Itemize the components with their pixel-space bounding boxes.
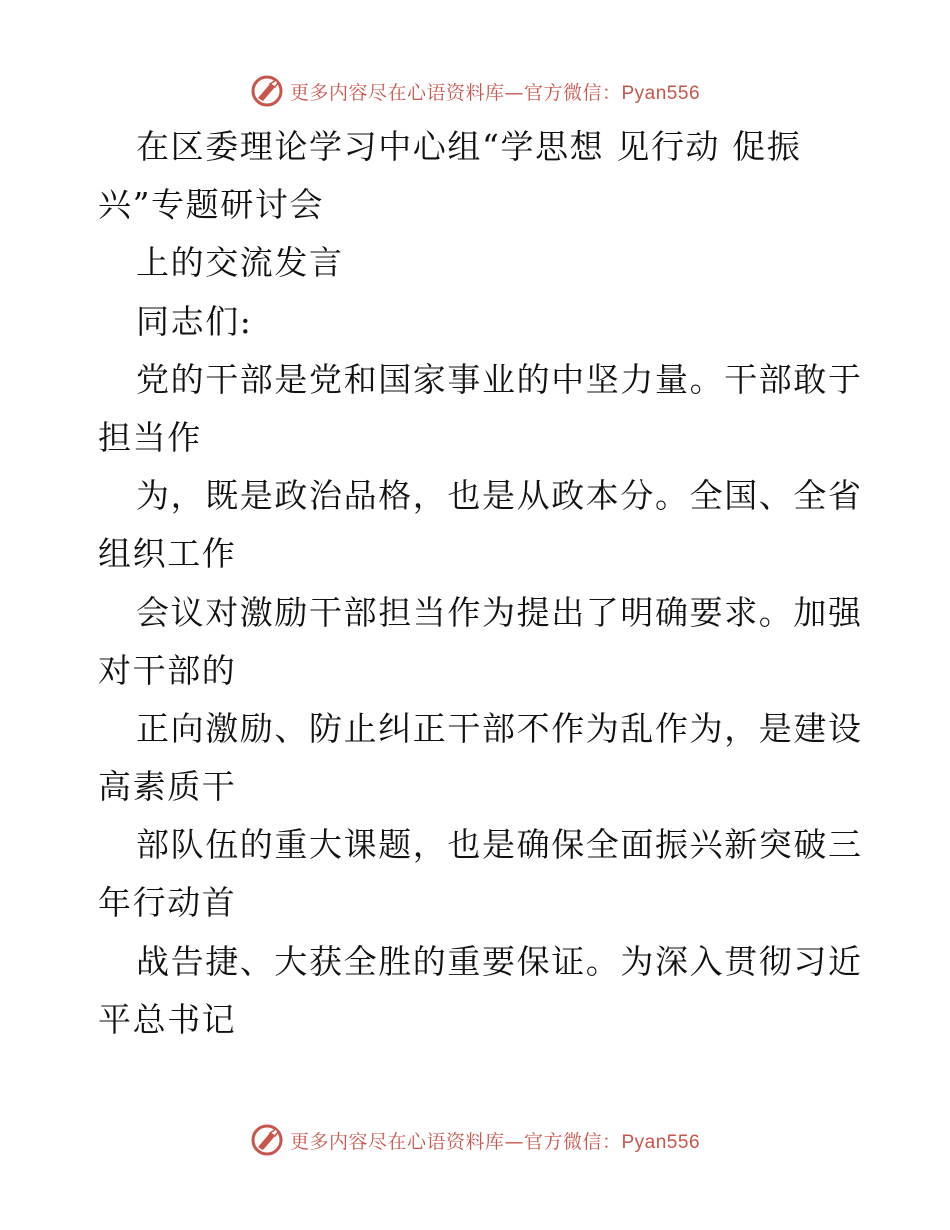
paragraph-line: 组织工作: [98, 534, 237, 574]
pen-nib-logo-icon: [250, 1123, 284, 1157]
paragraph-line: 正向激励、防止纠正干部不作为乱作为，是建设: [136, 708, 863, 748]
title-line-2: 兴”专题研讨会: [98, 185, 325, 225]
paragraph-line: 对干部的: [98, 650, 237, 690]
watermark-text: 更多内容尽在心语资料库—官方微信：Pyan556: [289, 81, 701, 104]
paragraph-line: 担当作: [98, 417, 202, 457]
paragraph-line: 平总书记: [98, 999, 237, 1039]
paragraph-line: 高素质干: [98, 767, 237, 807]
salutation: 同志们:: [136, 301, 253, 341]
paragraph-line: 年行动首: [98, 883, 237, 923]
pen-nib-logo-icon: [250, 74, 284, 108]
footer-watermark: [0, 1122, 950, 1158]
paragraph-line: 为，既是政治品格，也是从政本分。全国、全省: [136, 476, 863, 516]
paragraph-line: 党的干部是党和国家事业的中坚力量。干部敢于: [136, 359, 863, 399]
header-watermark: [0, 73, 950, 109]
document-body: [98, 118, 863, 1049]
title-line-1: 在区委理论学习中心组“学思想 见行动 促振: [136, 127, 802, 166]
paragraph-line: 战告捷、大获全胜的重要保证。为深入贯彻习近: [136, 941, 863, 981]
watermark-text: 更多内容尽在心语资料库—官方微信：Pyan556: [289, 1130, 701, 1153]
title-line-3: 上的交流发言: [136, 243, 344, 283]
paragraph-line: 部队伍的重大课题，也是确保全面振兴新突破三: [136, 825, 863, 865]
paragraph-line: 会议对激励干部担当作为提出了明确要求。加强: [136, 592, 863, 632]
